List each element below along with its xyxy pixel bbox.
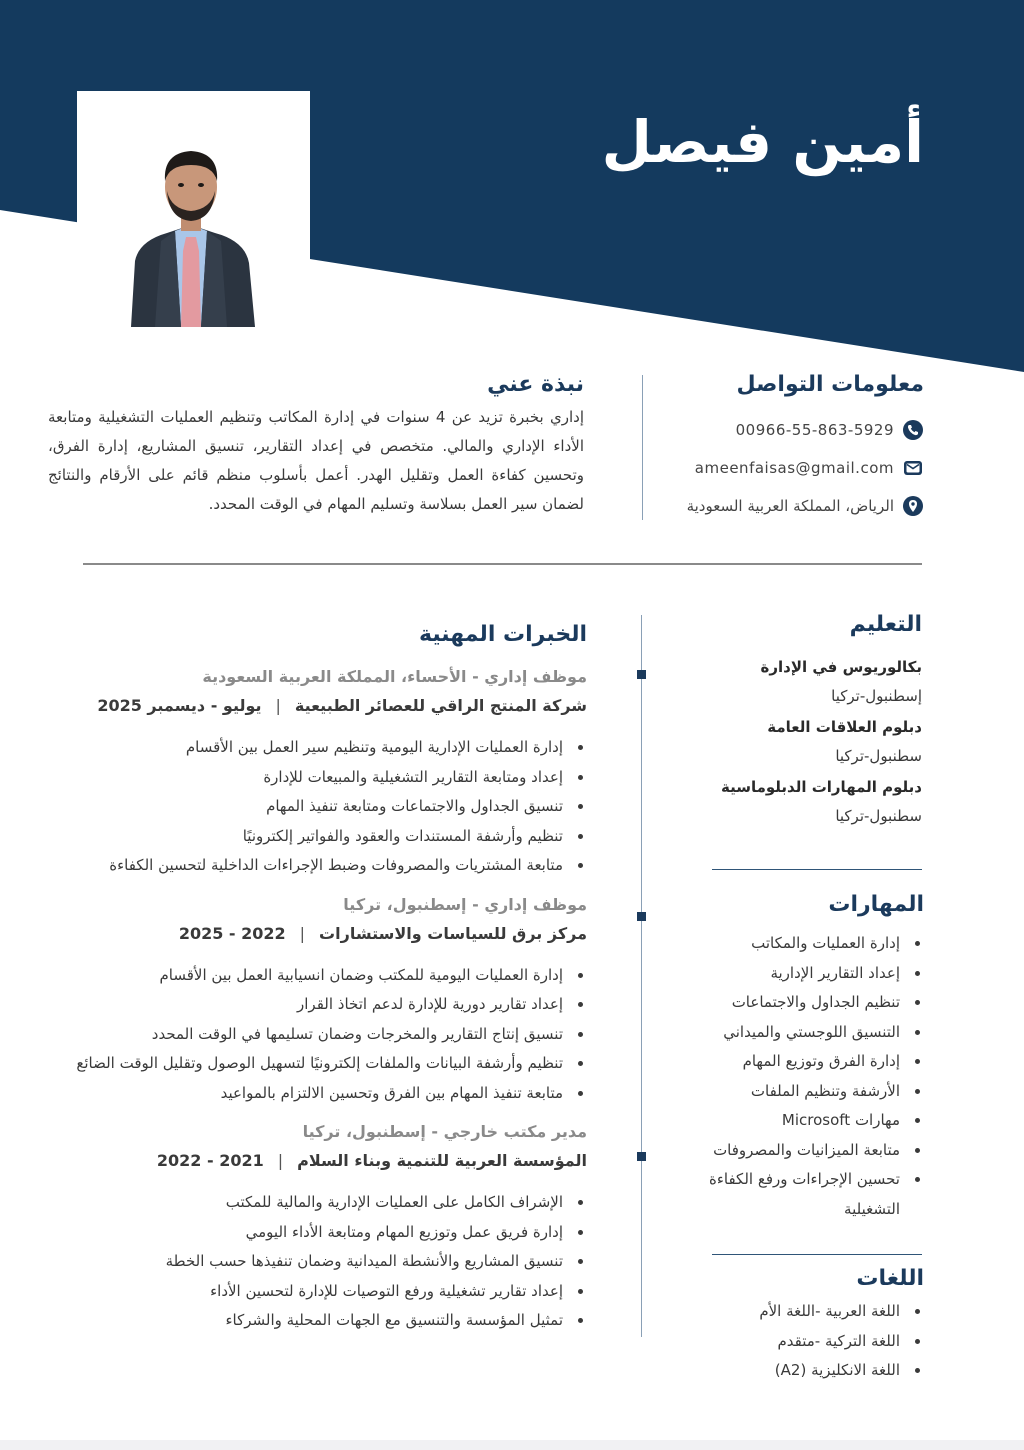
language-item: اللغة الانكليزية (A2) <box>624 1356 924 1386</box>
education-title: التعليم <box>849 612 922 637</box>
email-icon <box>902 457 924 479</box>
education-degree: دبلوم المهارات الدبلوماسية <box>721 778 922 796</box>
education-degree: بكالوريوس في الإدارة <box>760 658 922 676</box>
experience-section <box>47 622 587 1346</box>
skills-section <box>594 892 924 1224</box>
job-period: يوليو - ديسمبر 2025 <box>97 696 262 715</box>
job-task: إعداد تقارير تشغيلية ورفع التوصيات للإدارة لتحسين الأداء <box>47 1277 587 1307</box>
job-task: تمثيل المؤسسة والتنسيق مع الجهات المحلية والشركاء <box>47 1306 587 1336</box>
job-separator: | <box>299 923 306 943</box>
job-period: 2022 - 2025 <box>178 923 286 943</box>
job-tasks <box>47 961 587 1109</box>
skill-item: مهارات Microsoft <box>594 1106 924 1136</box>
languages-section <box>624 1266 924 1386</box>
location-pin-icon <box>902 495 924 517</box>
phone-icon <box>902 419 924 441</box>
skill-item: تحسين الإجراءات ورفع الكفاءة التشغيلية <box>674 1165 924 1224</box>
job-task: إدارة فريق عمل وتوزيع المهام ومتابعة الأداء اليومي <box>47 1218 587 1248</box>
skill-item: إدارة العمليات والمكاتب <box>594 929 924 959</box>
job-company: المؤسسة العربية للتنمية وبناء السلام <box>297 1151 587 1170</box>
job-period: 2021 - 2022 <box>156 1151 264 1170</box>
languages-list <box>624 1297 924 1386</box>
skill-item: التنسيق اللوجستي والميداني <box>594 1018 924 1048</box>
job-task: تنظيم وأرشفة البيانات والملفات إلكترونيًا لتسهيل الوصول وتقليل الوقت الضائع <box>47 1049 587 1079</box>
skill-item: الأرشفة وتنظيم الملفات <box>594 1077 924 1107</box>
top-column-divider <box>642 375 643 520</box>
job-task: متابعة تنفيذ المهام بين الفرق وتحسين الالتزام بالمواعيد <box>47 1079 587 1109</box>
education-place: إسطنبول-تركيا <box>831 687 922 705</box>
job-company: مركز برق للسياسات والاستشارات <box>319 923 587 943</box>
job-entry <box>47 891 587 1109</box>
job-role: مدير مكتب خارجي - إسطنبول، تركيا <box>302 1122 587 1141</box>
skills-title: المهارات <box>828 892 924 917</box>
contact-email[interactable]: ameenfaisas@gmail.com <box>694 459 894 477</box>
job-task: تنسيق الجداول والاجتماعات ومتابعة تنفيذ المهام <box>47 792 587 822</box>
skills-list <box>594 929 924 1224</box>
education-divider <box>712 869 922 870</box>
contact-location: الرياض، المملكة العربية السعودية <box>686 497 894 515</box>
experience-title: الخبرات المهنية <box>418 622 587 647</box>
skill-item: إعداد التقارير الإدارية <box>594 959 924 989</box>
contact-email-row <box>644 449 924 487</box>
section-divider <box>83 563 922 565</box>
job-task: الإشراف الكامل على العمليات الإدارية والمالية للمكتب <box>47 1188 587 1218</box>
job-entry <box>47 1118 587 1336</box>
about-section <box>48 372 584 519</box>
job-company-line <box>47 691 587 721</box>
about-title: نبذة عني <box>487 372 584 397</box>
job-separator: | <box>275 696 281 715</box>
job-tasks <box>47 733 587 881</box>
education-degree: دبلوم العلاقات العامة <box>767 718 922 736</box>
education-item <box>622 653 922 711</box>
about-text: إداري بخبرة تزيد عن 4 سنوات في إدارة المكاتب وتنظيم العمليات التشغيلية ومتابعة الأداء الإداري والمالي. متخصص في إعداد التقارير، تنسيق المشاريع، إدارة الفرق، وتحسين كفاءة العمل وتقليل الهدر. أعمل بأسلوب منظم قائم على الأرقام والنتائج لضمان سير العمل بسلاسة وتسليم المهام في الوقت المحدد. <box>48 408 584 513</box>
education-item <box>622 773 922 831</box>
language-item: اللغة العربية -اللغة الأم <box>624 1297 924 1327</box>
contact-section <box>644 372 924 525</box>
job-company-line <box>47 919 587 949</box>
profile-photo <box>77 91 310 327</box>
skill-item: متابعة الميزانيات والمصروفات <box>594 1136 924 1166</box>
job-task: إدارة العمليات اليومية للمكتب وضمان انسيابية العمل بين الأقسام <box>47 961 587 991</box>
job-separator: | <box>277 1151 284 1170</box>
skill-item: تنظيم الجداول والاجتماعات <box>594 988 924 1018</box>
contact-title: معلومات التواصل <box>736 372 924 397</box>
job-tasks <box>47 1188 587 1336</box>
job-task: إدارة العمليات الإدارية اليومية وتنظيم سير العمل بين الأقسام <box>47 733 587 763</box>
job-role: موظف إداري - إسطنبول، تركيا <box>343 894 587 914</box>
education-section <box>622 612 922 833</box>
job-task: إعداد ومتابعة التقارير التشغيلية والمبيعات للإدارة <box>47 763 587 793</box>
education-place: سطنبول-تركيا <box>835 807 922 825</box>
job-entry <box>47 663 587 881</box>
languages-title: اللغات <box>856 1266 924 1291</box>
skill-item: إدارة الفرق وتوزيع المهام <box>594 1047 924 1077</box>
job-task: تنسيق المشاريع والأنشطة الميدانية وضمان تنفيذها حسب الخطة <box>47 1247 587 1277</box>
contact-location-row <box>644 487 924 525</box>
job-task: تنسيق إنتاج التقارير والمخرجات وضمان تسليمها في الوقت المحدد <box>47 1020 587 1050</box>
job-task: متابعة المشتريات والمصروفات وضبط الإجراءات الداخلية لتحسين الكفاءة <box>47 851 587 881</box>
contact-phone[interactable]: 00966-55-863-5929 <box>735 421 894 439</box>
job-company: شركة المنتج الراقي للعصائر الطبيعية <box>294 696 587 715</box>
job-task: تنظيم وأرشفة المستندات والعقود والفواتير إلكترونيًا <box>47 822 587 852</box>
page-bottom-strip <box>0 1440 1024 1450</box>
person-name: أمين فيصل <box>601 108 924 176</box>
education-item <box>622 713 922 771</box>
job-role: موظف إداري - الأحساء، المملكة العربية السعودية <box>202 667 587 686</box>
language-item: اللغة التركية -متقدم <box>624 1327 924 1357</box>
job-company-line <box>47 1146 587 1176</box>
skills-divider <box>712 1254 922 1255</box>
job-task: إعداد تقارير دورية للإدارة لدعم اتخاذ القرار <box>47 990 587 1020</box>
contact-phone-row <box>644 411 924 449</box>
education-place: سطنبول-تركيا <box>835 747 922 765</box>
